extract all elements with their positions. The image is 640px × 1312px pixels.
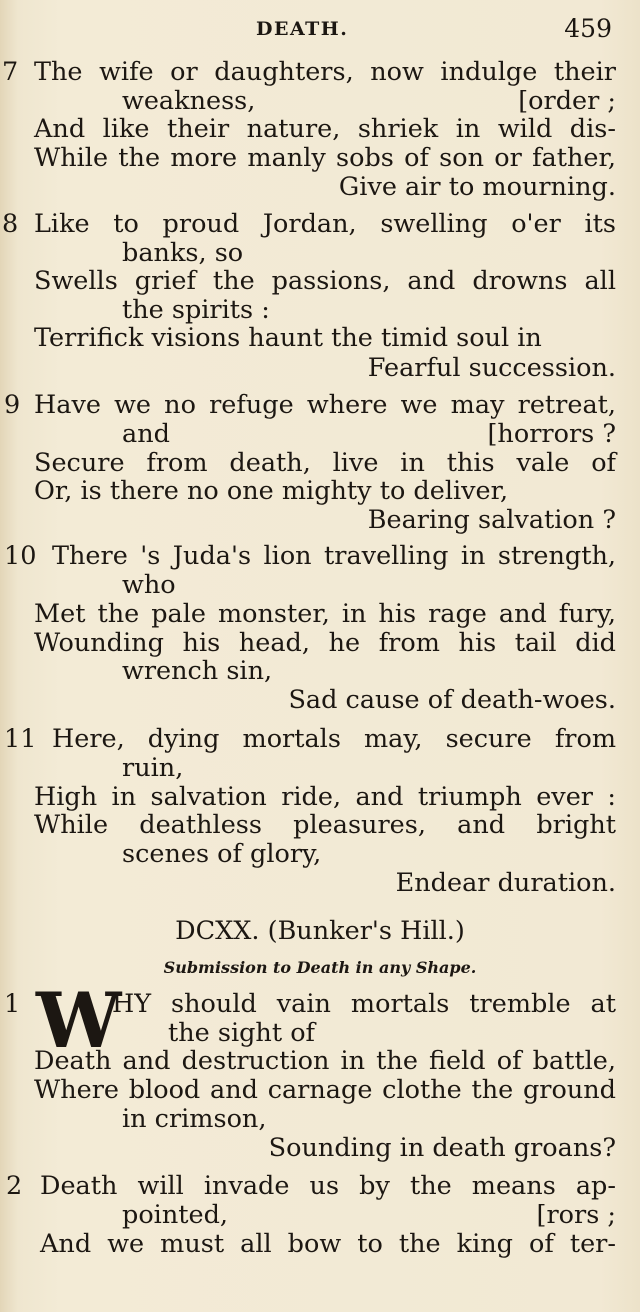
verse-line: Swells grief the passions, and drowns all <box>34 266 616 296</box>
page-header <box>0 14 640 44</box>
verse-line-turnover: [horrors ? <box>487 419 616 449</box>
verse-line: scenes of glory, <box>122 839 322 869</box>
verse-line: Bearing salvation ? <box>367 505 616 535</box>
verse-line: While the more manly sobs of son or father, <box>34 143 616 173</box>
verse-line: Death and destruction in the field of battle, <box>34 1046 616 1076</box>
verse-line: and <box>122 419 170 449</box>
verse-number: 8 <box>2 209 19 239</box>
verse-line: who <box>122 570 176 600</box>
verse-line: weakness, <box>122 86 256 116</box>
hymn-heading: DCXX. (Bunker's Hill.) <box>175 916 465 946</box>
verse-line: And we must all bow to the king of ter- <box>40 1229 616 1259</box>
verse-line-turnover: [order ; <box>518 86 616 116</box>
verse-line: Secure from death, live in this vale of <box>34 448 616 478</box>
verse-line: wrench sin, <box>122 656 273 686</box>
verse-line: Wounding his head, he from his tail did <box>34 628 616 658</box>
verse-number: 11 <box>4 724 37 754</box>
verse-line: Sad cause of death-woes. <box>288 685 616 715</box>
verse-line: The wife or daughters, now indulge their <box>34 57 616 87</box>
verse-line: the sight of <box>168 1018 315 1048</box>
verse-number: 9 <box>4 390 21 420</box>
verse-line: ruin, <box>122 753 184 783</box>
verse-number: 1 <box>4 989 21 1019</box>
verse-line: Fearful succession. <box>367 353 616 383</box>
verse-number: 10 <box>4 541 37 571</box>
verse-line: Endear duration. <box>395 868 616 898</box>
verse-line: Like to proud Jordan, swelling o'er its <box>34 209 616 239</box>
verse-line: Met the pale monster, in his rage and fury, <box>34 599 616 629</box>
verse-line: And like their nature, shriek in wild dis- <box>34 114 616 144</box>
verse-line: HY should vain mortals tremble at <box>112 989 616 1019</box>
page-number: 459 <box>564 14 612 43</box>
verse-number: 7 <box>2 57 19 87</box>
verse-number: 2 <box>6 1171 23 1201</box>
verse-line: pointed, <box>122 1200 229 1230</box>
verse-line: Death will invade us by the means ap- <box>40 1171 616 1201</box>
verse-line: in crimson, <box>122 1104 267 1134</box>
verse-line: There 's Juda's lion travelling in strength, <box>52 541 616 571</box>
verse-line: Give air to mourning. <box>338 172 616 202</box>
verse-line: While deathless pleasures, and bright <box>34 810 616 840</box>
verse-line: banks, so <box>122 238 244 268</box>
running-title: DEATH. <box>256 18 349 40</box>
verse-line-turnover: [rors ; <box>536 1200 616 1230</box>
verse-line: Here, dying mortals may, secure from <box>52 724 616 754</box>
drop-cap: W <box>36 976 122 1065</box>
verse-line: High in salvation ride, and triumph ever : <box>34 782 616 812</box>
verse-line: Have we no refuge where we may retreat, <box>34 390 616 420</box>
hymn-subtitle: Submission to Death in any Shape. <box>163 958 477 977</box>
verse-line: the spirits : <box>122 295 270 325</box>
verse-line: Sounding in death groans? <box>268 1133 616 1163</box>
verse-line: Or, is there no one mighty to deliver, <box>34 476 509 506</box>
verse-line: Where blood and carnage clothe the ground <box>34 1075 616 1105</box>
verse-line: Terrifick visions haunt the timid soul in <box>34 323 542 353</box>
